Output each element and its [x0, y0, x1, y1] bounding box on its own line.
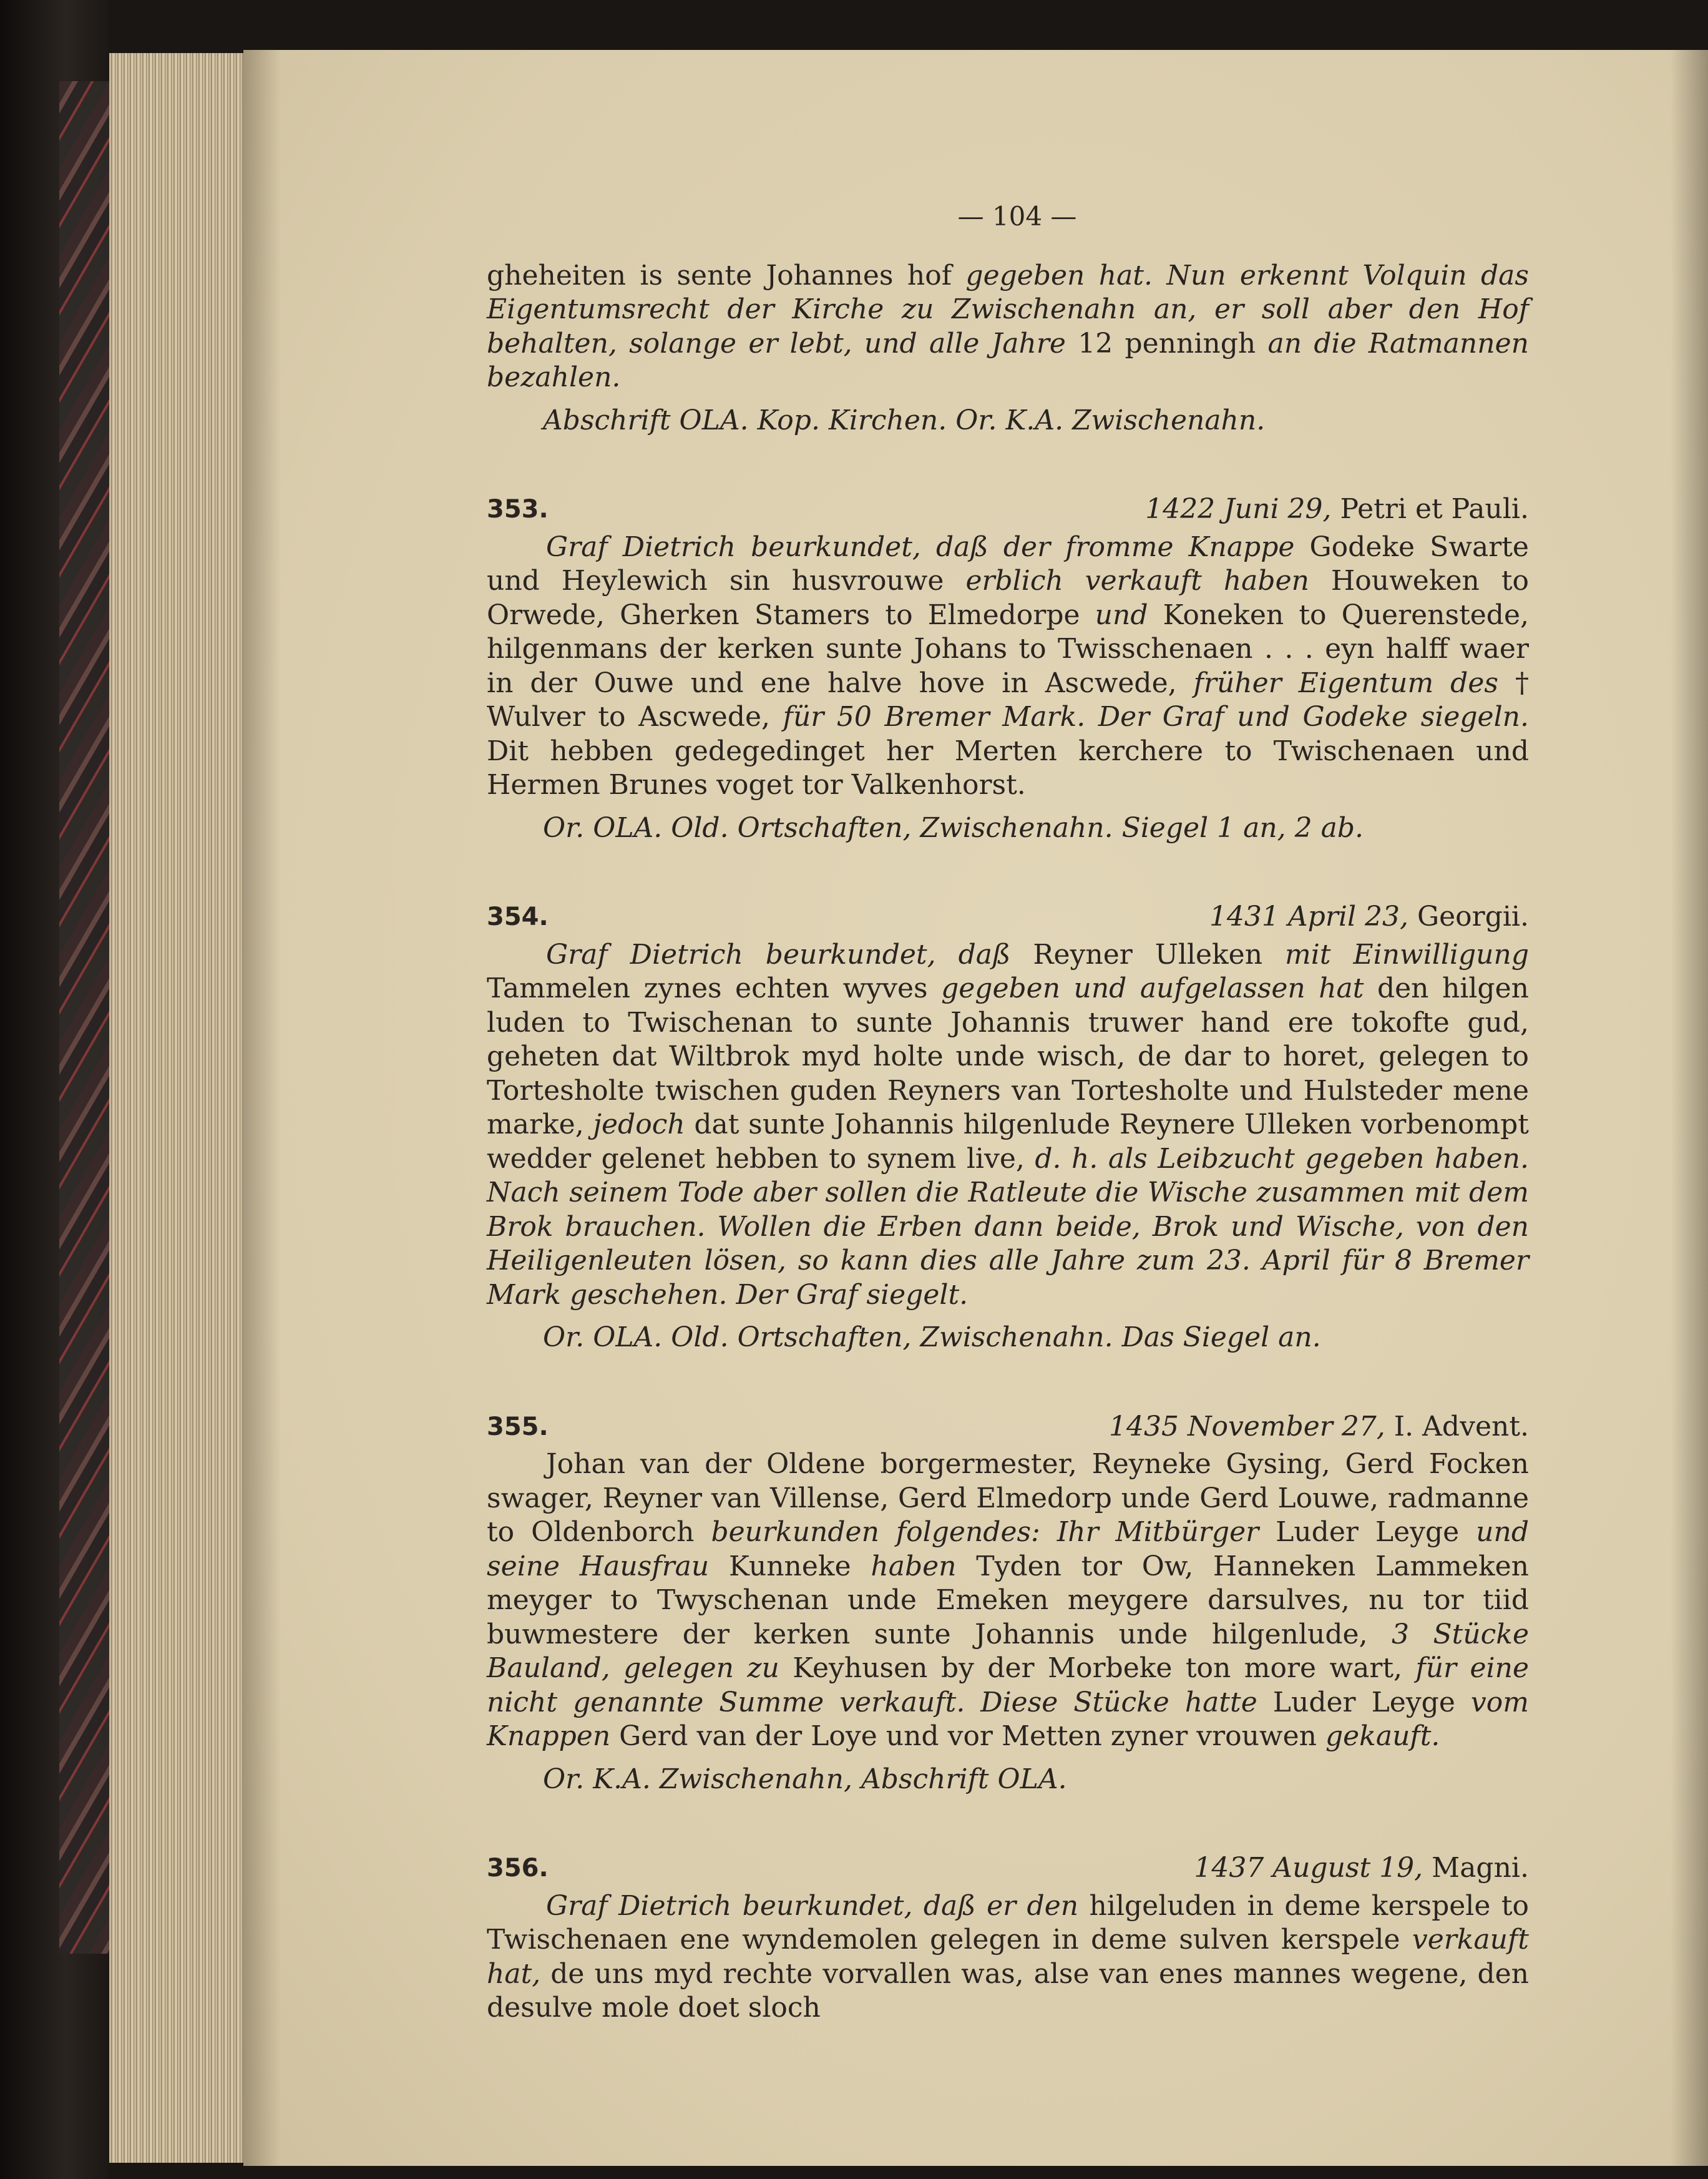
- body-text: für eine nicht genannte Summe verkauft. Diese Stücke hatte: [487, 1652, 1529, 1718]
- body-text: Godeke Swarte und Heylewich sin husvrouwe: [487, 531, 1529, 597]
- body-text: Kunneke: [728, 1550, 851, 1582]
- body-text: Koneken to Querenstede, hilgenmans der kerken sunte Johans to Twisschenaen . . . eyn halff waer in der Ouwe und ene halve hove in Ascwede,: [487, 599, 1529, 699]
- body-text: d. h. als Leibzucht gegeben haben. Nach seinem Tode aber sollen die Ratleute die Wische zusammen mit dem Brok brauchen. Wollen die Erben dann beide, Brok und Wische, von den Heiligenleuten lösen, so kann dies alle Jahre zum 23. April für 8 Bremer Mark geschehen. Der Graf siegelt.: [487, 1142, 1529, 1311]
- marbled-cover-edge: [59, 81, 109, 1954]
- entry-body: [487, 1447, 1529, 1754]
- body-text: beurkunden folgendes: Ihr Mitbürger: [711, 1516, 1259, 1548]
- entry-header: [487, 900, 1529, 934]
- entry-number: 354.: [487, 903, 549, 931]
- entry-body: [487, 938, 1529, 1313]
- entry-number: 356.: [487, 1854, 549, 1883]
- body-text: † Wulver to Ascwede,: [487, 667, 1529, 733]
- body-text: haben: [871, 1550, 957, 1582]
- body-text: Tyden tor Ow, Hanneken Lammeken meyger to Twyschenan unde Emeken meygere darsulves, nu tor tiid buwmestere der kerken sunte Johannis unde hilgenlude,: [487, 1550, 1529, 1650]
- entry-header: [487, 1851, 1529, 1886]
- text-block: [487, 200, 1529, 2025]
- body-text: jedoch: [593, 1109, 685, 1140]
- entry-date-line: [1209, 900, 1529, 934]
- body-text: gekauft.: [1325, 1720, 1440, 1752]
- body-text: Luder Leyge: [1272, 1686, 1455, 1718]
- intro-paragraph: [487, 259, 1529, 395]
- entry-356: [487, 1851, 1529, 2025]
- gutter-shadow: [243, 50, 281, 2166]
- entry-number: 355.: [487, 1412, 549, 1441]
- intro-text-3: 12 penningh: [1078, 327, 1256, 360]
- body-text: Reyner Ulleken: [1033, 938, 1263, 971]
- entry-date: 1435 November 27,: [1109, 1410, 1385, 1442]
- body-text: Houweken to Orwede, Gherken Stamers to Elmedorpe: [487, 565, 1529, 631]
- intro-text-2: gegeben hat. Nun erkennt Volquin das Eigentumsrecht der Kirche zu Zwischenahn an, er soll aber den Hof behalten, solange er lebt, und alle Jahre: [487, 259, 1529, 360]
- entry-source: Or. K.A. Zwischenahn, Abschrift OLA.: [543, 1763, 1067, 1795]
- entry-354: [487, 900, 1529, 1355]
- entry-source: Or. OLA. Old. Ortschaften, Zwischenahn. Das Siegel an.: [543, 1321, 1321, 1353]
- entry-date-line: [1109, 1410, 1529, 1444]
- intro-text-1: gheheiten is sente Johannes hof: [487, 259, 952, 291]
- page-right-edge: [1671, 50, 1708, 2166]
- body-text: für 50 Bremer Mark. Der Graf und Godeke siegeln.: [783, 701, 1529, 733]
- body-text: und seine Hausfrau: [487, 1516, 1529, 1582]
- entry-353: [487, 492, 1529, 845]
- intro-source: Abschrift OLA. Kop. Kirchen. Or. K.A. Zwischenahn.: [543, 404, 1266, 436]
- entry-date-line: [1145, 492, 1529, 527]
- body-text: früher Eigentum des: [1193, 667, 1498, 699]
- body-text: Dit hebben gedegedinget her Merten kerchere to Twischenaen und Hermen Brunes voget tor Valkenhorst.: [487, 735, 1529, 801]
- entry-date: 1431 April 23,: [1209, 901, 1408, 933]
- entry-feast: I. Advent.: [1393, 1410, 1529, 1442]
- entry-feast: Petri et Pauli.: [1340, 493, 1529, 525]
- entry-date: 1437 August 19,: [1194, 1852, 1423, 1884]
- entry-355: [487, 1410, 1529, 1797]
- entry-body: [487, 531, 1529, 803]
- body-text: erblich verkauft haben: [965, 565, 1309, 597]
- body-text: gegeben und aufgelassen hat: [941, 972, 1364, 1004]
- entry-date: 1422 Juni 29,: [1145, 493, 1332, 525]
- body-text: verkauft hat,: [487, 1924, 1529, 1990]
- body-text: Keyhusen by der Morbeke ton more wart,: [793, 1652, 1403, 1684]
- body-text: Graf Dietrich beurkundet, daß er den: [546, 1889, 1079, 1922]
- body-text: Luder Leyge: [1276, 1516, 1460, 1548]
- body-text: mit Einwilligung: [1285, 938, 1529, 971]
- entry-feast: Magni.: [1432, 1852, 1529, 1884]
- body-text: vom Knappen: [487, 1686, 1529, 1752]
- entry-number: 353.: [487, 495, 549, 524]
- body-text: Tammelen zynes echten wyves: [487, 972, 928, 1004]
- entry-header: [487, 492, 1529, 527]
- entry-source: Or. OLA. Old. Ortschaften, Zwischenahn. Siegel 1 an, 2 ab.: [543, 811, 1364, 844]
- body-text: Gerd van der Loye und vor Metten zyner vrouwen: [619, 1720, 1317, 1752]
- body-text: hilgeluden in deme kerspele to Twischenaen ene wyndemolen gelegen in deme sulven kerspele: [487, 1889, 1529, 1956]
- entry-feast: Georgii.: [1417, 901, 1529, 933]
- body-text: den hilgen luden to Twischenan to sunte Johannis truwer hand ere tokofte gud, geheten dat Wiltbrok myd holte unde wisch, de dar to horet, gelegen to Tortesholte twischen guden Reyners van Tortesholte und Hulsteder mene marke,: [487, 972, 1529, 1140]
- page-edges: [109, 53, 246, 2163]
- entry-date-line: [1194, 1851, 1529, 1886]
- body-text: dat sunte Johannis hilgenlude Reynere Ulleken vorbenompt wedder gelenet hebben to synem live,: [487, 1109, 1529, 1175]
- body-text: Graf Dietrich beurkundet, daß: [546, 938, 1011, 971]
- intro-text-4: an die Ratmannen bezahlen.: [487, 327, 1529, 393]
- body-text: Johan van der Oldene borgermester, Reyneke Gysing, Gerd Focken swager, Reyner van Villense, Gerd Elmedorp unde Gerd Louwe, radmanne to Oldenborch: [487, 1448, 1529, 1548]
- body-text: Graf Dietrich beurkundet, daß der fromme Knappe: [546, 531, 1295, 563]
- body-text: 3 Stücke Bauland, gelegen zu: [487, 1618, 1529, 1684]
- entry-header: [487, 1410, 1529, 1444]
- page-number: — 104 —: [957, 201, 1077, 232]
- body-text: und: [1095, 599, 1148, 631]
- body-text: de uns myd rechte vorvallen was, alse van enes mannes wegene, den desulve mole doet sloch: [487, 1957, 1529, 2024]
- entry-body: [487, 1889, 1529, 2025]
